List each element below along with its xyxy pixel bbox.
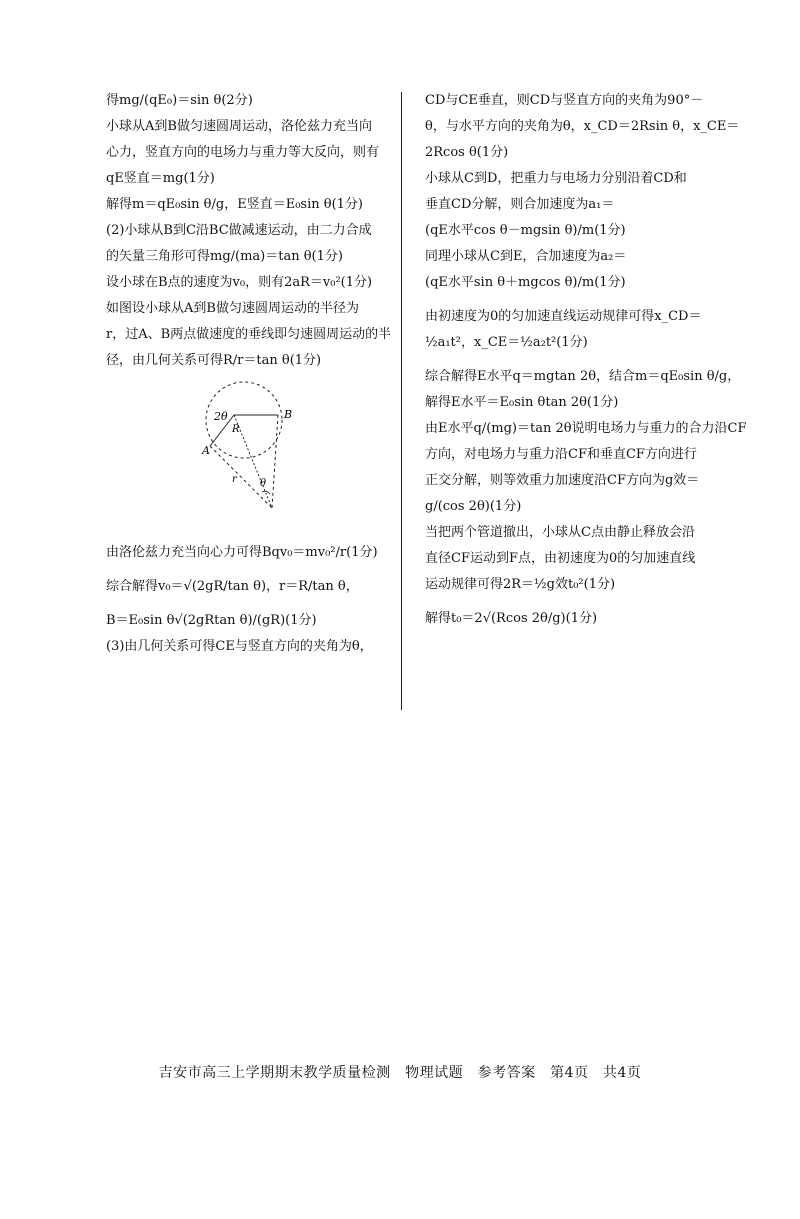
text-line: 得mg/(qE₀)＝sin θ(2分) xyxy=(106,93,253,108)
text-line: (qE水平sin θ＋mgcos θ)/m(1分) xyxy=(425,275,626,290)
text-line: 由洛伦兹力充当向心力可得Bqv₀＝mv₀²/r(1分) xyxy=(106,545,378,560)
right-column xyxy=(425,88,747,632)
text-line: r，过A、B两点做速度的垂线即匀速圆周运动的半 xyxy=(106,327,392,342)
text-line: (2)小球从B到C沿BC做减速运动，由二力合成 xyxy=(106,223,372,238)
text-line: 解得E水平＝E₀sin θtan 2θ(1分) xyxy=(425,395,619,410)
text-line: 小球从A到B做匀速圆周运动，洛伦兹力充当向 xyxy=(106,119,372,134)
column-divider xyxy=(401,92,402,710)
text-line: ½a₁t²，x_CE＝½a₂t²(1分) xyxy=(425,335,588,350)
text-line: 由初速度为0的匀加速直线运动规律可得x_CD＝ xyxy=(425,309,702,324)
text-line: (qE水平cos θ－mgsin θ)/m(1分) xyxy=(425,223,626,238)
text-line: 2Rcos θ(1分) xyxy=(425,145,509,160)
label-R: R xyxy=(232,424,240,435)
text-line: 的矢量三角形可得mg/(ma)＝tan θ(1分) xyxy=(106,249,343,264)
text-line: 解得m＝qE₀sin θ/g，E竖直＝E₀sin θ(1分) xyxy=(106,197,363,212)
text-line: 同理小球从C到E，合加速度为a₂＝ xyxy=(425,249,627,264)
text-line: 方向，对电场力与重力沿CF和垂直CF方向进行 xyxy=(425,447,697,462)
text-line: (3)由几何关系可得CE与竖直方向的夹角为θ， xyxy=(106,639,373,654)
label-theta: θ xyxy=(260,478,267,489)
circle-geometry-figure xyxy=(106,380,386,530)
text-line: 综合解得E水平q＝mgtan 2θ，结合m＝qE₀sin θ/g， xyxy=(425,369,741,384)
text-line: 当把两个管道撤出，小球从C点由静止释放会沿 xyxy=(425,525,695,540)
text-line: 径，由几何关系可得R/r＝tan θ(1分) xyxy=(106,353,322,368)
dashed-line-b xyxy=(272,415,278,508)
left-column xyxy=(106,88,392,660)
text-line: qE竖直＝mg(1分) xyxy=(106,171,215,186)
text-line: 综合解得v₀＝√(2gR/tan θ)，r＝R/tan θ， xyxy=(106,579,359,594)
text-line: 心力，竖直方向的电场力与重力等大反向，则有 xyxy=(106,145,380,160)
text-line: 如图设小球从A到B做匀速圆周运动的半径为 xyxy=(106,301,359,316)
text-line: g/(cos 2θ)(1分) xyxy=(425,499,522,514)
label-B: B xyxy=(284,408,293,421)
geometry-diagram xyxy=(196,380,306,520)
text-line: 由E水平q/(mg)＝tan 2θ说明电场力与重力的合力沿CF xyxy=(425,421,747,436)
label-2theta: 2θ xyxy=(214,410,228,423)
text-line: 小球从C到D，把重力与电场力分别沿着CD和 xyxy=(425,171,687,186)
page-footer: 吉安市高三上学期期末教学质量检测 物理试题 参考答案 第4页 共4页 xyxy=(158,1065,642,1081)
label-A: A xyxy=(202,444,210,457)
text-line: 直径CF运动到F点，由初速度为0的匀加速直线 xyxy=(425,551,696,566)
text-line: 运动规律可得2R＝½g效t₀²(1分) xyxy=(425,577,616,592)
text-line: 正交分解，则等效重力加速度沿CF方向为g效＝ xyxy=(425,473,700,488)
text-line: B＝E₀sin θ√(2gRtan θ)/(gR)(1分) xyxy=(106,613,317,628)
label-r: r xyxy=(232,474,237,485)
text-line: θ，与水平方向的夹角为θ，x_CD＝2Rsin θ，x_CE＝ xyxy=(425,119,740,134)
text-line: 解得t₀＝2√(Rcos 2θ/g)(1分) xyxy=(425,611,598,626)
text-line: 垂直CD分解，则合加速度为a₁＝ xyxy=(425,197,615,212)
dashed-line-a xyxy=(210,446,272,508)
text-line: 设小球在B点的速度为v₀，则有2aR＝v₀²(1分) xyxy=(106,275,373,290)
dashed-line-center xyxy=(234,415,272,508)
text-line: CD与CE垂直，则CD与竖直方向的夹角为90°－ xyxy=(425,93,704,108)
